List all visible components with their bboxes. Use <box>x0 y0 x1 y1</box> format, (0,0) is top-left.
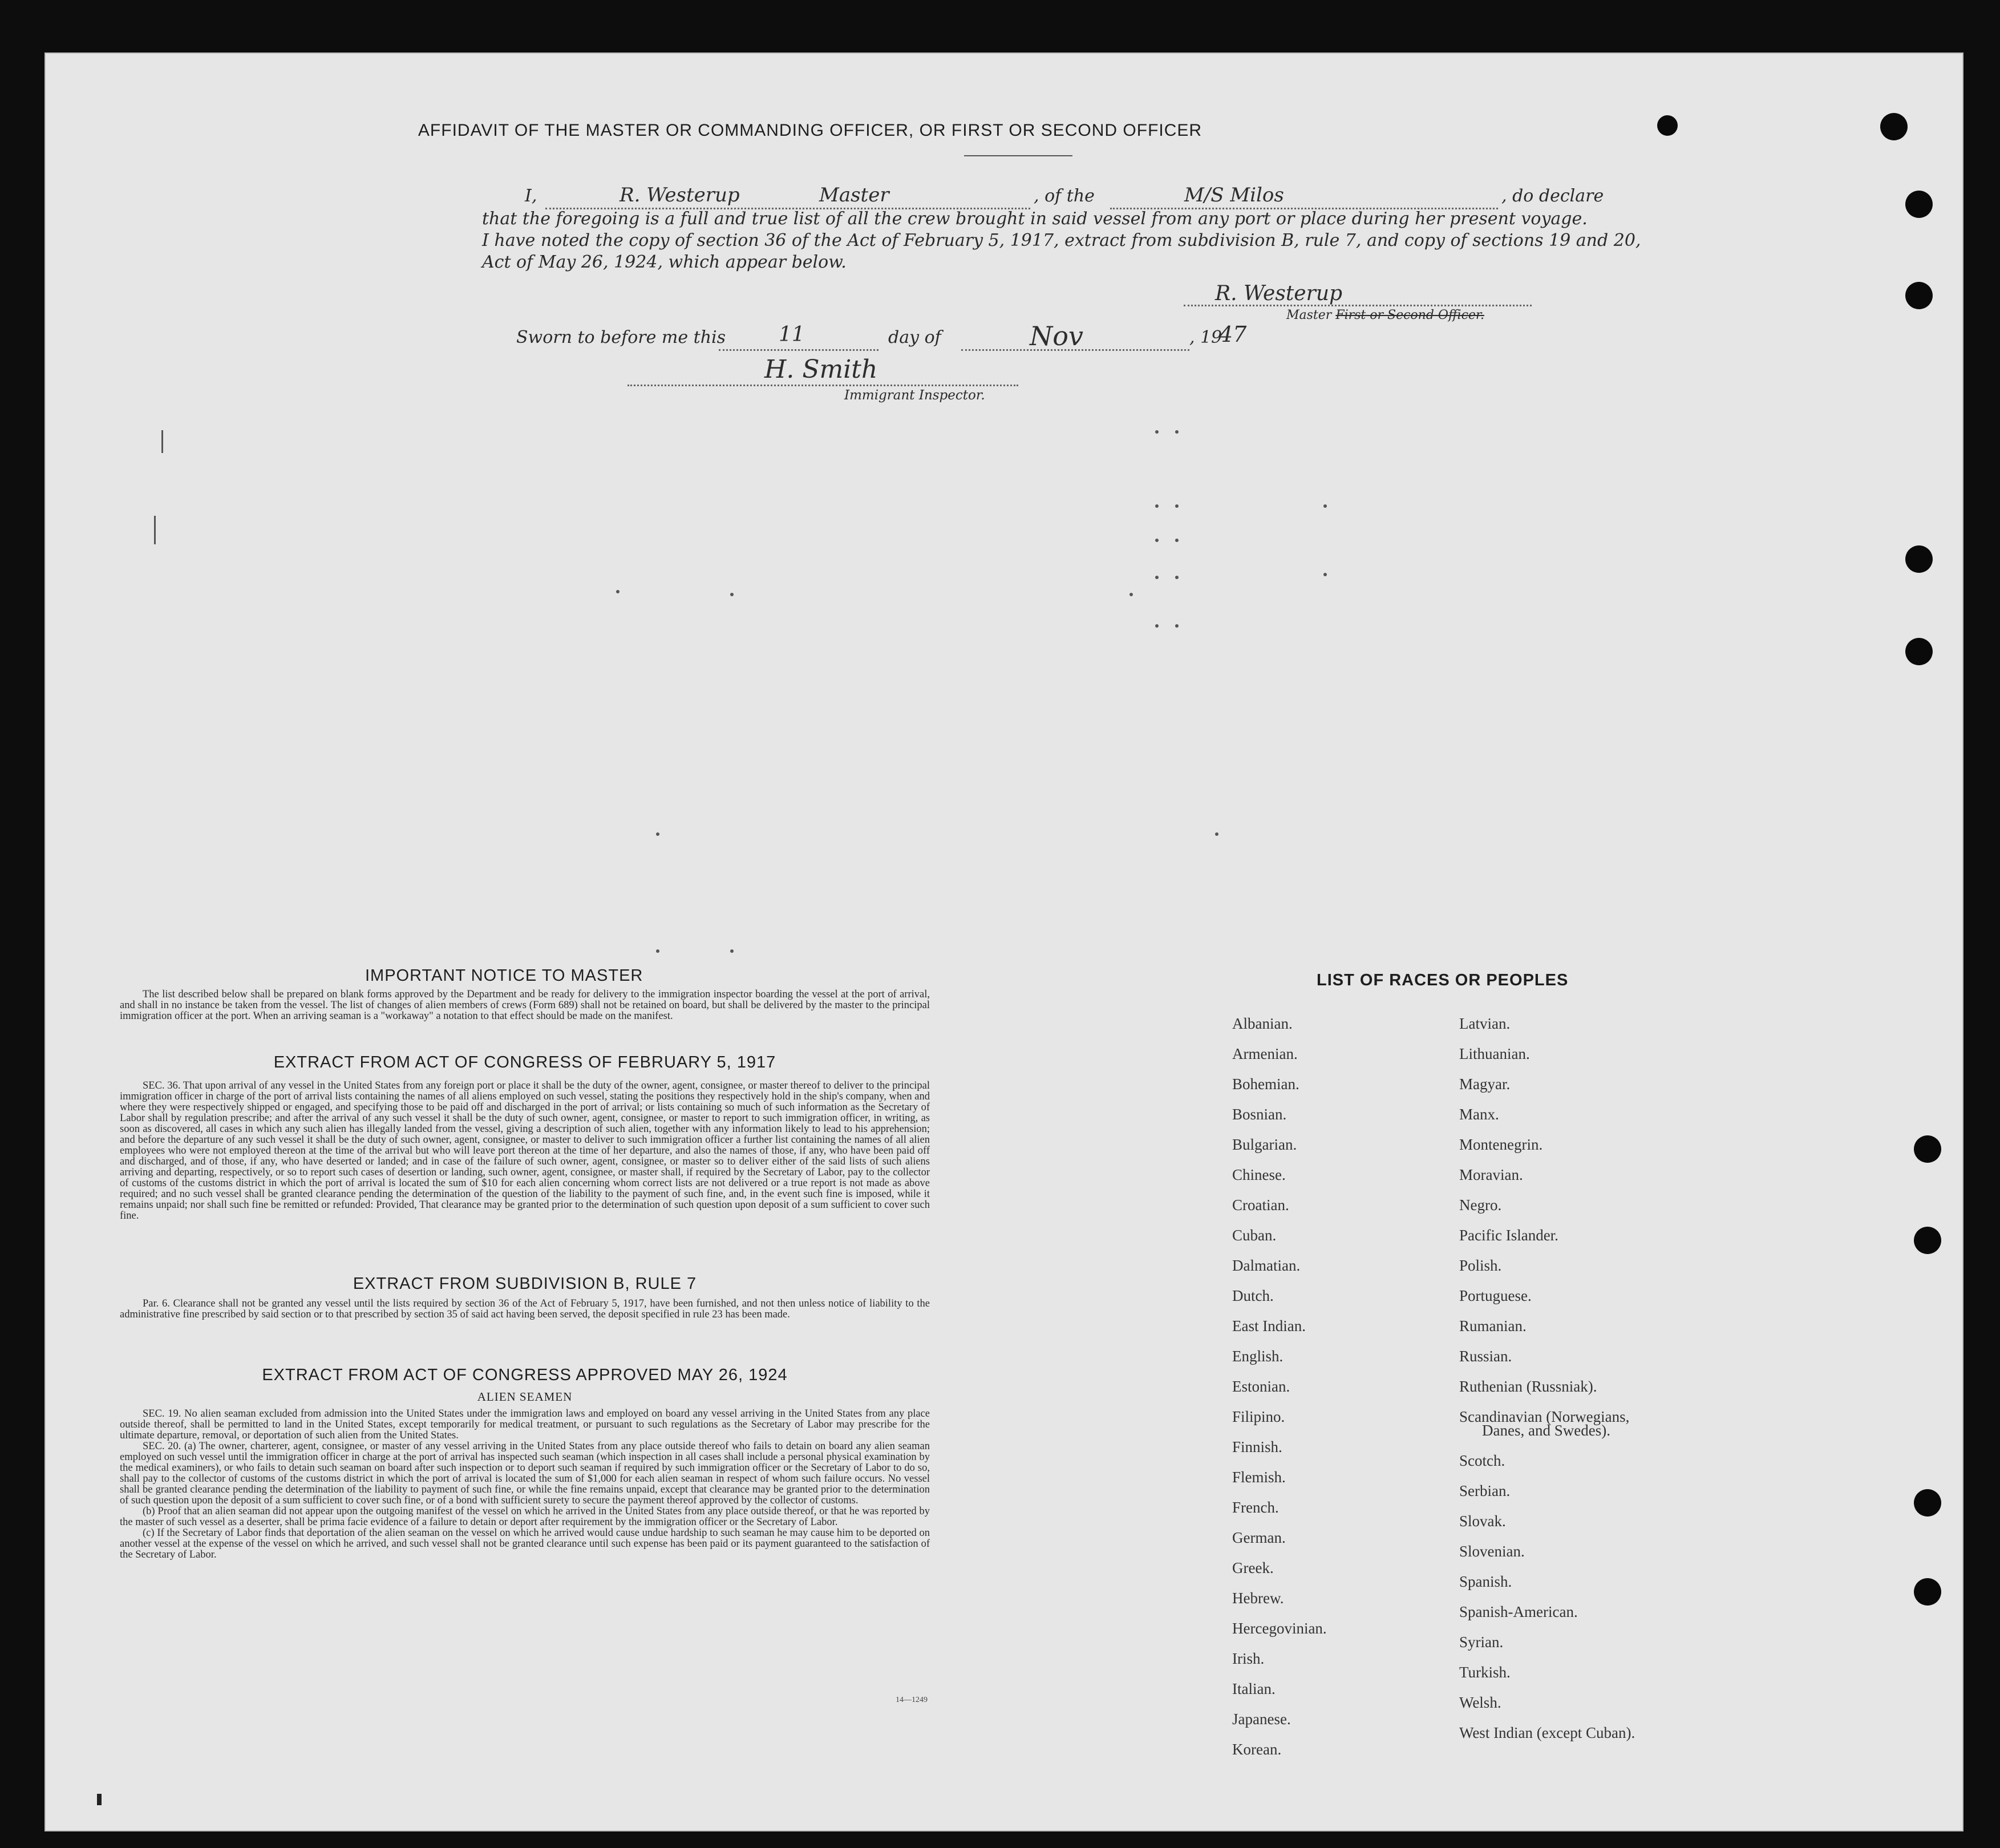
binder-hole <box>1914 1489 1941 1517</box>
race-item: Finnish. <box>1232 1438 1282 1455</box>
race-item: German. <box>1232 1529 1286 1546</box>
race-item: Albanian. <box>1232 1015 1293 1032</box>
binder-hole <box>1880 113 1908 140</box>
race-item: Italian. <box>1232 1680 1276 1697</box>
sworn-day-handwriting: 11 <box>779 323 805 346</box>
sworn-prefix: Sworn to before me this <box>516 327 726 347</box>
binder-hole <box>1657 115 1678 136</box>
race-item: Bulgarian. <box>1232 1136 1297 1153</box>
race-item: Estonian. <box>1232 1378 1290 1395</box>
race-item: Serbian. <box>1459 1482 1511 1499</box>
race-item: Scandinavian (Norwegians, <box>1459 1408 1630 1425</box>
race-item: Korean. <box>1232 1741 1282 1758</box>
notice-title: IMPORTANT NOTICE TO MASTER <box>365 967 643 985</box>
races-title: LIST OF RACES OR PEOPLES <box>1317 971 1569 989</box>
declaration-line-4: Act of May 26, 1924, which appear below. <box>482 252 847 272</box>
master-label: Master <box>1286 308 1332 322</box>
year-prefix: , 19 <box>1189 327 1222 347</box>
binder-hole <box>1905 282 1933 309</box>
binder-hole <box>1914 1578 1941 1606</box>
races-column-1 <box>1232 1015 1460 1814</box>
race-item: Portuguese. <box>1459 1287 1532 1304</box>
binder-hole <box>1905 638 1933 665</box>
race-item: Armenian. <box>1232 1045 1298 1062</box>
officer-label <box>1286 308 1484 322</box>
extract-1924-title: EXTRACT FROM ACT OF CONGRESS APPROVED MAY 26, 1924 <box>262 1366 788 1384</box>
races-column-2 <box>1459 1015 1744 1814</box>
title-rule <box>964 155 1072 156</box>
race-item: Rumanian. <box>1459 1317 1527 1335</box>
race-item: Dalmatian. <box>1232 1257 1301 1274</box>
vessel-name-handwriting: M/S Milos <box>1184 184 1284 207</box>
race-item: French. <box>1232 1499 1279 1516</box>
extract-1917-text: SEC. 36. That upon arrival of any vessel in the United States from any foreign port or place it shall be the duty of the owner, agent, consignee, or master thereof to deliver to the principal immigration officer in charge of the port of arrival lists containing the names of all aliens employed on such vessel, stating the positions they respectively hold in the ship's company, when and where they were respectively shipped or engaged, and specifying those to be paid off and discharged in the port of arrival; or lists containing so much of such information as the Secretary of Labor shall by regulation prescribe; and after the arrival of any such vessel it shall be the duty of such owner, agent, consignee, or master to report to such immigration officer, in writing, as soon as discovered, all cases in which any such alien has illegally landed from the vessel, giving a description of such alien, together with any information likely to lead to his apprehension; and before the departure of any such vessel it shall be the duty of such owner, agent, consignee, or master to deliver to such immigration officer a further list containing the names of all alien employees who were not employed thereon at the time of the arrival but who will leave port thereon at the time of her departure, and also the names of those, if any, who have been paid off and discharged, and of those, if any, who have deserted or landed; and in case of the failure of such owner, agent, consignee, or master so to deliver either of the said lists of such aliens arriving and departing, respectively, or so to report such cases of desertion or landing, such owner, agent, consignee, or master shall, if required by the Secretary of Labor, pay to the collector of customs of the customs district in which the port of arrival is located the sum of $10 for each alien concerning whom correct lists are not delivered or a true report is not made as above required; and no such vessel shall be granted clearance pending the determination of the question of the liability to the payment of such fine, and, in the event such fine is imposed, while it remains unpaid; nor shall such fine be remitted or refunded: Provided, That clearance may be granted prior to the determination of such question upon deposit of a sum sufficient to cover such fine. <box>120 1080 930 1222</box>
binder-hole <box>1914 1227 1941 1254</box>
race-item: Japanese. <box>1232 1710 1291 1728</box>
race-item: Pacific Islander. <box>1459 1227 1558 1244</box>
race-item: East Indian. <box>1232 1317 1306 1335</box>
race-item: Moravian. <box>1459 1166 1523 1183</box>
race-item: Latvian. <box>1459 1015 1511 1032</box>
sec-20a-text: SEC. 20. (a) The owner, charterer, agent, consignee, or master of any vessel arriving in the United States from any place outside thereof who fails to detain on board any alien seaman employed on such vessel until the immigration officer in charge at the port of arrival has inspected such seaman (which inspection in all cases shall include a personal physical examination by the medical examiners), or who fails to detain such seaman on board after such inspection or to deport such seaman if required by such immigration officer or the Secretary of Labor to do so, shall pay to the collector of customs of the customs district in which the port of arrival is located the sum of $1,000 for each alien seaman in respect of whom such failure occurs. No vessel shall be granted clearance pending the determination of the liability to payment of such fine, or while the fine remains unpaid, except that clearance may be granted prior to the determination of such question upon the deposit of a sum sufficient to cover such fine, or of a bond with sufficient surety to secure the payment thereof approved by the collector of customs. <box>120 1441 930 1506</box>
race-item: Cuban. <box>1232 1227 1277 1244</box>
form-number: 14—1249 <box>896 1696 928 1704</box>
day-of-label: day of <box>888 327 941 347</box>
document-page <box>44 52 1963 1831</box>
binder-hole <box>1914 1135 1941 1163</box>
race-item: Chinese. <box>1232 1166 1286 1183</box>
race-item: Slovak. <box>1459 1512 1506 1530</box>
race-item: Montenegrin. <box>1459 1136 1543 1153</box>
of-the-label: , of the <box>1034 186 1095 206</box>
notice-text: The list described below shall be prepared on blank forms approved by the Department and be ready for delivery to the immigration inspector boarding the vessel at the port of arrival, and shall in no instance be taken from the vessel. The list of changes of alien members of crews (Form 689) shall not be retained on board, but shall be delivered by the master to the principal immigration officer at the port. When an arriving seaman is a "workaway" a notation to that effect should be made on the manifest. <box>120 989 930 1022</box>
race-item: Bohemian. <box>1232 1075 1299 1093</box>
inspector-signature: H. Smith <box>764 355 878 384</box>
sworn-month-handwriting: Nov <box>1030 321 1083 351</box>
signature-line <box>1184 305 1532 306</box>
race-item: Spanish. <box>1459 1572 1512 1590</box>
binder-hole <box>1905 191 1933 218</box>
race-item: Irish. <box>1232 1650 1265 1667</box>
race-item: Magyar. <box>1459 1075 1511 1093</box>
sworn-line <box>516 321 1315 353</box>
race-item: Manx. <box>1459 1106 1499 1123</box>
declaration-line-3: I have noted the copy of section 36 of the Act of February 5, 1917, extract from subdivision B, rule 7, and copy of sections 19 and 20, <box>482 231 1641 250</box>
race-item: Russian. <box>1459 1348 1512 1365</box>
race-item: Flemish. <box>1232 1469 1286 1486</box>
race-item: Filipino. <box>1232 1408 1285 1425</box>
race-item: Slovenian. <box>1459 1542 1525 1560</box>
race-item: Welsh. <box>1459 1693 1501 1711</box>
race-item: Negro. <box>1459 1196 1502 1214</box>
affidavit-title: AFFIDAVIT OF THE MASTER OR COMMANDING OFFICER, OR FIRST OR SECOND OFFICER <box>418 121 1203 140</box>
inspector-label: Immigrant Inspector. <box>844 388 985 403</box>
race-item: West Indian (except Cuban). <box>1459 1724 1635 1741</box>
race-item: Syrian. <box>1459 1633 1504 1651</box>
extract-1924-body <box>120 1409 930 1560</box>
race-item: Ruthenian (Russniak). <box>1459 1378 1597 1395</box>
sec-20c-text: (c) If the Secretary of Labor finds that deportation of the alien seaman on the vessel on which he arrived would cause undue hardship to such seaman he may cause him to be deported on another vessel at the expense of the vessel on which he arrived, and such vessel shall not be granted clearance until such expense has been paid or its payment guaranteed to the satisfaction of the Secretary of Labor. <box>120 1527 930 1560</box>
inspector-line <box>627 385 1018 386</box>
sec-19-text: SEC. 19. No alien seaman excluded from admission into the United States under the immigration laws and employed on board any vessel arriving in the United States from any place outside thereof, shall be permitted to land in the United States, except temporarily for medical treatment, or pursuant to such regulations as the Secretary of Labor may prescribe for the ultimate departure, removal, or deportation of such alien from the United States. <box>120 1408 930 1441</box>
master-name-handwriting: R. Westerup <box>620 184 740 207</box>
prefix-i: I, <box>525 186 537 206</box>
race-item: English. <box>1232 1348 1284 1365</box>
alien-seamen-subtitle: ALIEN SEAMEN <box>477 1390 573 1404</box>
race-item: Greek. <box>1232 1559 1274 1576</box>
master-rank-handwriting: Master <box>819 184 889 207</box>
extract-1917-title: EXTRACT FROM ACT OF CONGRESS OF FEBRUARY 5, 1917 <box>273 1053 776 1071</box>
struck-officer-label: First or Second Officer. <box>1335 308 1485 322</box>
master-name-field <box>545 191 1030 209</box>
race-item: Hercegovinian. <box>1232 1620 1327 1637</box>
race-item: Scotch. <box>1459 1451 1505 1469</box>
subdivision-title: EXTRACT FROM SUBDIVISION B, RULE 7 <box>353 1275 697 1293</box>
race-item: Dutch. <box>1232 1287 1274 1304</box>
do-declare-label: , do declare <box>1501 186 1604 206</box>
sec-20b-text: (b) Proof that an alien seaman did not appear upon the outgoing manifest of the vessel on which he arrived in the United States from any place outside thereof, or that he was reported by the master of such vessel as a deserter, shall be prima facie evidence of a failure to detain or deport after requirement by the immigration officer or the Secretary of Labor. <box>120 1506 930 1528</box>
subdivision-text: Par. 6. Clearance shall not be granted any vessel until the lists required by section 36 of the Act of February 5, 1917, have been furnished, and not then unless notice of liability to the administrative fine prescribed by said section or to that prescribed by section 35 of said act having been served, the deposit specified in rule 23 has been made. <box>120 1298 930 1320</box>
race-item: Polish. <box>1459 1257 1502 1274</box>
declaration-line-2: that the foregoing is a full and true list of all the crew brought in said vessel from any port or place during her present voyage. <box>482 209 1588 229</box>
race-item: Turkish. <box>1459 1663 1511 1681</box>
binder-hole <box>1905 545 1933 573</box>
race-item: Spanish-American. <box>1459 1603 1578 1620</box>
race-item: Croatian. <box>1232 1196 1289 1214</box>
race-item: Bosnian. <box>1232 1106 1287 1123</box>
race-item: Danes, and Swedes). <box>1482 1421 1610 1439</box>
year-suffix-handwriting: 47 <box>1219 322 1247 347</box>
race-item: Lithuanian. <box>1459 1045 1530 1062</box>
vessel-name-field <box>1110 191 1498 209</box>
race-item: Hebrew. <box>1232 1590 1284 1607</box>
declaration-line-1 <box>483 186 1624 211</box>
master-signature: R. Westerup <box>1215 282 1343 305</box>
